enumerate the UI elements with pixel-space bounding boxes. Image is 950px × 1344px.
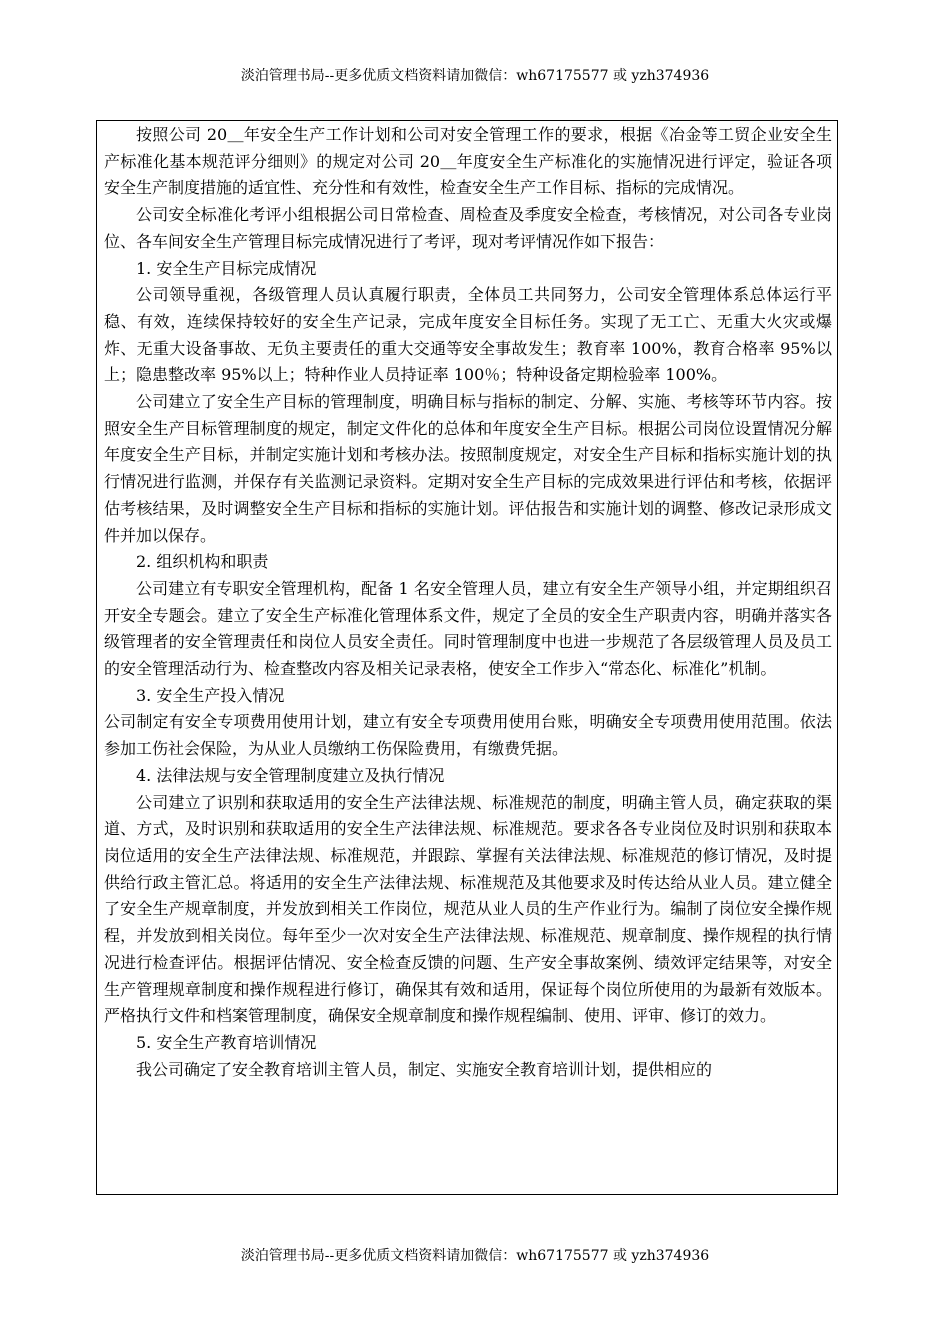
paragraph-organization: 公司建立有专职安全管理机构，配备 1 名安全管理人员，建立有安全生产领导小组，并定期组织召开安全专题会。建立了安全生产标准化管理体系文件，规定了全员的安全生产职责内容，明确并落实各级管理者的安全管理责任和岗位人员安全责任。同时管理制度中也进一步规范了各层级管理人员及员工的安全管理活动行为、检查整改内容及相关记录表格，使安全工作步入“常态化、标准化”机制。 xyxy=(104,578,832,679)
paragraph-investment: 公司制定有安全专项费用使用计划，建立有安全专项费用使用台账，明确安全专项费用使用范围。依法参加工伤社会保险，为从业人员缴纳工伤保险费用，有缴费凭据。 xyxy=(104,712,832,759)
paragraph-evaluation: 公司安全标准化考评小组根据公司日常检查、周检查及季度安全检查，考核情况，对公司各专业岗位、各车间安全生产管理目标完成情况进行了考评，现对考评情况作如下报告： xyxy=(104,205,832,251)
paragraph-target-management: 公司建立了安全生产目标的管理制度，明确目标与指标的制定、分解、实施、考核等环节内容。按照安全生产目标管理制度的规定，制定文件化的总体和年度安全生产目标。根据公司岗位设置情况分解年度安全生产目标，并制定实施计划和考核办法。按照制度规定，对安全生产目标和指标实施计划的执行情况进行监测，并保存有关监测记录资料。定期对安全生产目标的完成效果进行评估和考核，依据评估考核结果，及时调整安全生产目标和指标的实施计划。评估报告和实施计划的调整、修改记录形成文件并加以保存。 xyxy=(104,392,832,545)
section-heading-2: 2. 组织机构和职责 xyxy=(136,552,269,572)
paragraph-training: 我公司确定了安全教育培训主管人员，制定、实施安全教育培训计划，提供相应的 xyxy=(136,1059,713,1079)
page-footer: 淡泊管理书局--更多优质文档资料请加微信：wh67175577 或 yzh374936 xyxy=(240,1248,710,1264)
document-body xyxy=(104,122,832,1083)
paragraph-targets: 公司领导重视，各级管理人员认真履行职责，全体员工共同努力，公司安全管理体系总体运行平稳、有效，连续保持较好的安全生产记录，完成年度安全目标任务。实现了无工亡、无重大火灾或爆炸、无重大设备事故、无负主要责任的重大交通等安全事故发生；教育率 100%，教育合格率 95%以上；隐患整改率 95%以上；特种作业人员持证率 100％；特种设备定期检验率 100%。 xyxy=(104,285,832,385)
page-header: 淡泊管理书局--更多优质文档资料请加微信：wh67175577 或 yzh374936 xyxy=(240,68,710,84)
section-heading-5: 5. 安全生产教育培训情况 xyxy=(136,1032,317,1052)
paragraph-intro: 按照公司 20＿年安全生产工作计划和公司对安全管理工作的要求，根据《冶金等工贸企业安全生产标准化基本规范评分细则》的规定对公司 20＿年度安全生产标准化的实施情况进行评定，验证各项安全生产制度措施的适宜性、充分性和有效性，检查安全生产工作目标、指标的完成情况。 xyxy=(104,125,832,198)
paragraph-regulations: 公司建立了识别和获取适用的安全生产法律法规、标准规范的制度，明确主管人员，确定获取的渠道、方式，及时识别和获取适用的安全生产法律法规、标准规范。要求各各专业岗位及时识别和获取本岗位适用的安全生产法律法规、标准规范，并跟踪、掌握有关法律法规、标准规范的修订情况，及时提供给行政主管汇总。将适用的安全生产法律法规、标准规范及其他要求及时传达给从业人员。建立健全了安全生产规章制度，并发放到相关工作岗位，规范从业人员的生产作业行为。编制了岗位安全操作规程，并发放到相关岗位。每年至少一次对安全生产法律法规、标准规范、规章制度、操作规程的执行情况进行检查评估。根据评估情况、安全检查反馈的问题、生产安全事故案例、绩效评定结果等，对安全生产管理规章制度和操作规程进行修订，确保其有效和适用，保证每个岗位所使用的为最新有效版本。严格执行文件和档案管理制度，确保安全规章制度和操作规程编制、使用、评审、修订的效力。 xyxy=(104,792,832,1026)
section-heading-1: 1. 安全生产目标完成情况 xyxy=(136,258,317,278)
section-heading-3: 3. 安全生产投入情况 xyxy=(136,685,285,705)
content-frame xyxy=(96,120,838,1195)
section-heading-4: 4. 法律法规与安全管理制度建立及执行情况 xyxy=(136,765,445,785)
